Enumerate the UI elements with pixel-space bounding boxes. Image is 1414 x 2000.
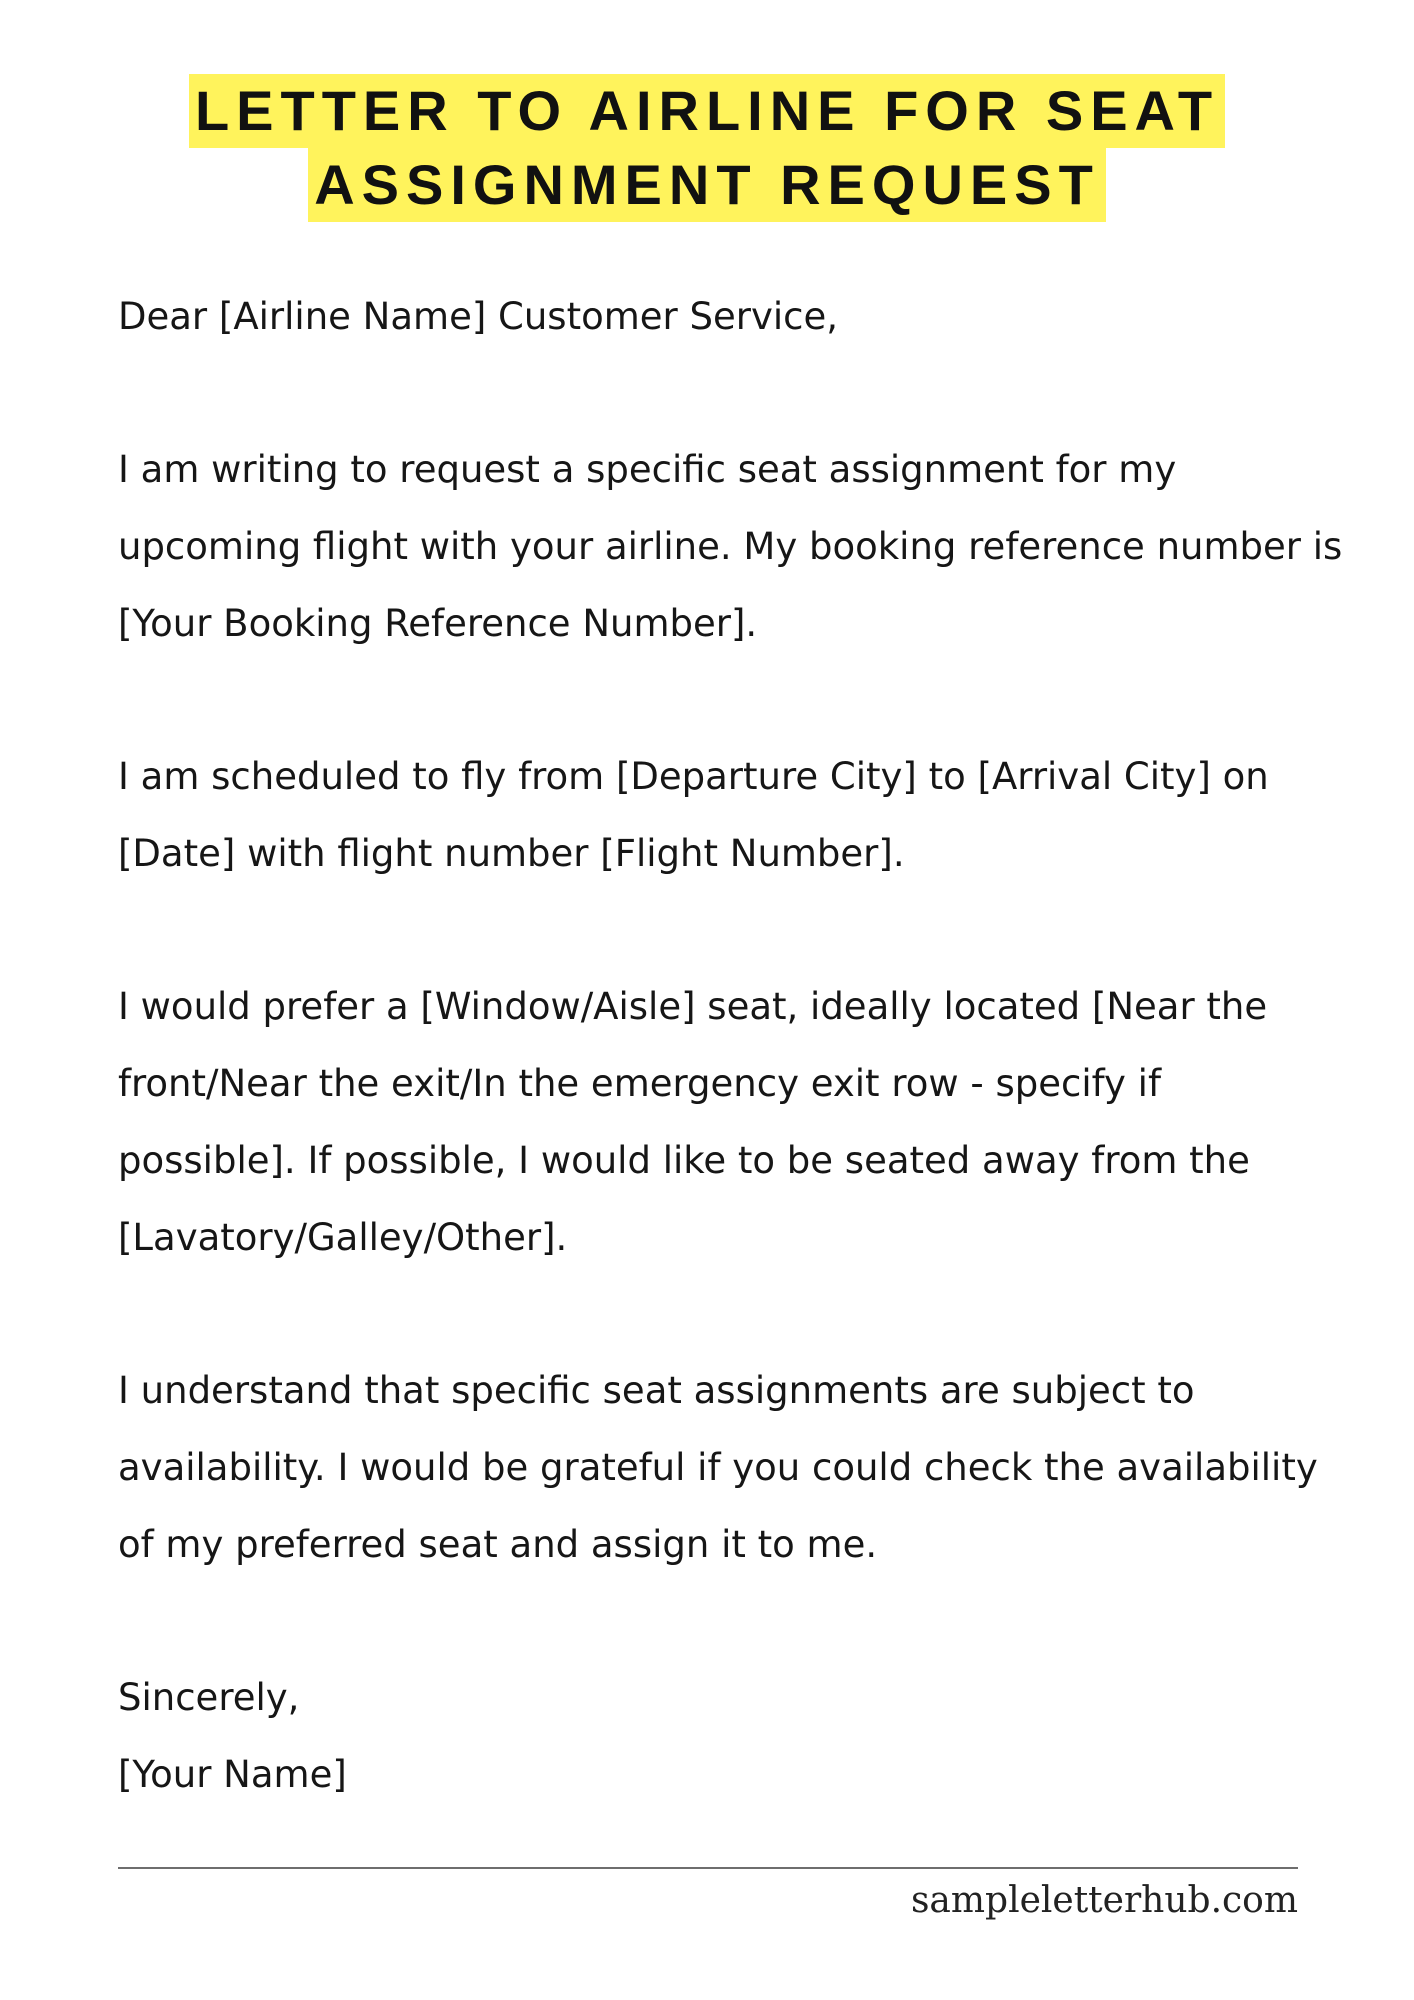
signature-name: [Your Name] xyxy=(118,1753,347,1796)
salutation: Dear [Airline Name] Customer Service, xyxy=(118,295,839,338)
letter-body xyxy=(118,278,1348,1813)
title-line-1: LETTER TO AIRLINE FOR SEAT xyxy=(189,74,1225,148)
title-line-2: ASSIGNMENT REQUEST xyxy=(308,148,1106,222)
paragraph-seat-preference: I would prefer a [Window/Aisle] seat, ideally located [Near the front/Near the exit/In the emergency exit row - specify if possible]. If possible, I would like to be seated away from the [Lavatory/Galley/Other]. xyxy=(118,985,1268,1259)
letter-title xyxy=(0,74,1414,222)
footer-divider xyxy=(118,1867,1298,1869)
paragraph-availability: I understand that specific seat assignments are subject to availability. I would be grateful if you could check the availability of my preferred seat and assign it to me. xyxy=(118,1369,1318,1566)
paragraph-flight-details: I am scheduled to fly from [Departure City] to [Arrival City] on [Date] with flight number [Flight Number]. xyxy=(118,755,1269,875)
website-footer: sampleletterhub.com xyxy=(910,1880,1298,1921)
paragraph-request: I am writing to request a specific seat assignment for my upcoming flight with your airline. My booking reference number is [Your Booking Reference Number]. xyxy=(118,448,1343,645)
closing: Sincerely, xyxy=(118,1676,300,1719)
